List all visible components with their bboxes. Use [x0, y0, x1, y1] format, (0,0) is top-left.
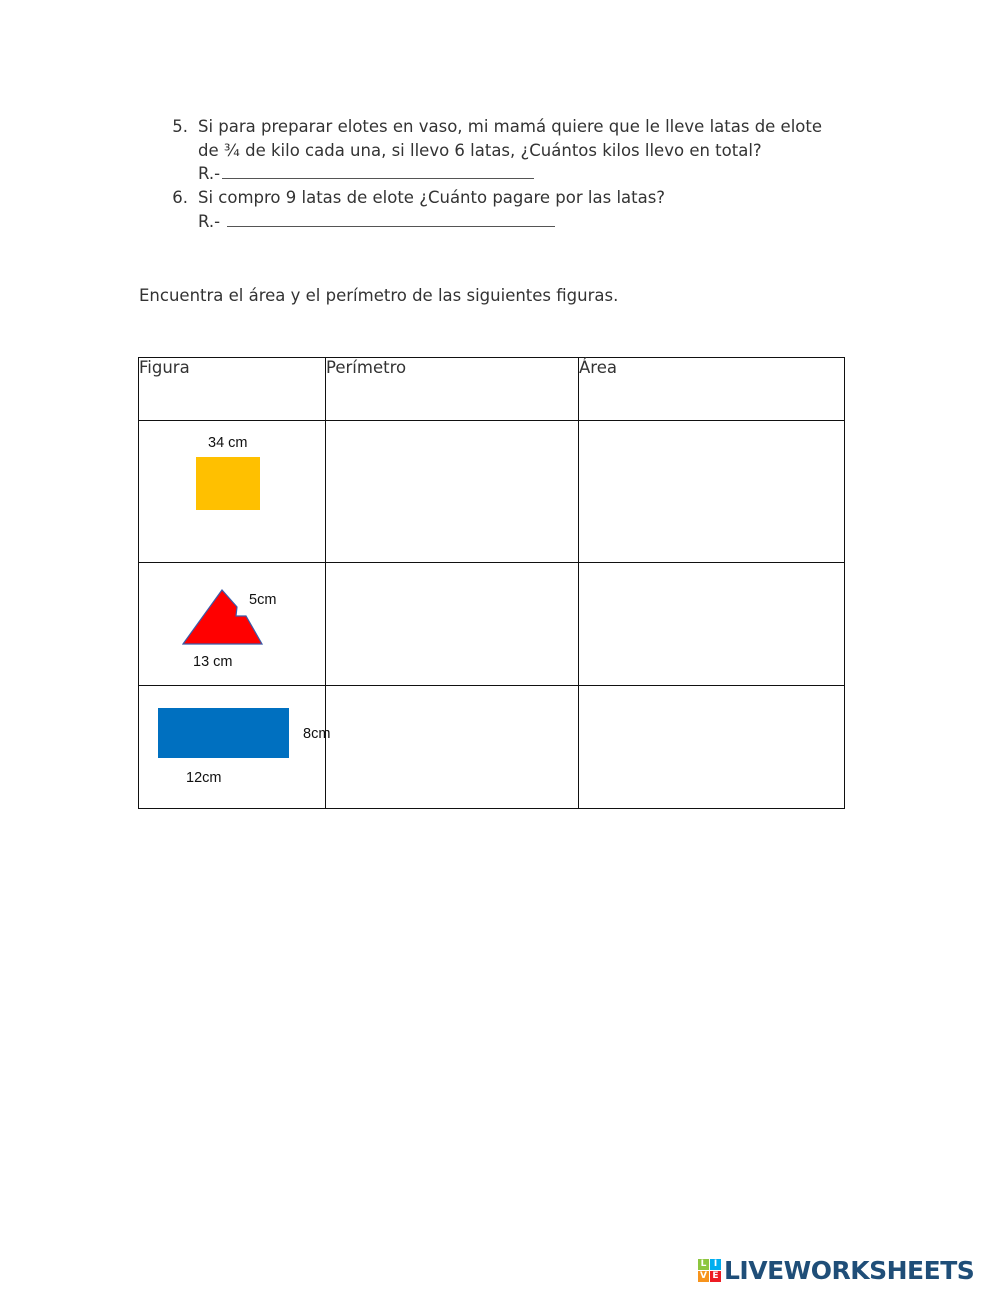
area-answer-cell[interactable] [579, 421, 845, 563]
figures-table [138, 357, 845, 809]
question-text-line: Si compro 9 latas de elote ¿Cuánto pagare por las latas? [198, 188, 666, 207]
yellow-square-shape [196, 457, 260, 510]
table-header-row [139, 358, 845, 421]
answer-blank[interactable] [227, 210, 555, 227]
header-figura: Figura [139, 358, 326, 421]
table-row [139, 421, 845, 563]
table-row [139, 686, 845, 809]
dimension-label: 8cm [303, 726, 331, 742]
header-perimetro: Perímetro [326, 358, 579, 421]
figure-cell-square [139, 421, 326, 563]
perimeter-answer-cell[interactable] [326, 686, 579, 809]
blue-rectangle-shape [158, 708, 289, 758]
table-row [139, 563, 845, 686]
question-number: 5. [172, 117, 188, 136]
area-answer-cell[interactable] [579, 686, 845, 809]
answer-line-5[interactable] [198, 162, 534, 186]
perimeter-answer-cell[interactable] [326, 421, 579, 563]
answer-prefix: R.- [198, 212, 226, 231]
question-text-line: Si para preparar elotes en vaso, mi mamá quiere que le lleve latas de elote [198, 117, 823, 136]
answer-line-6[interactable] [198, 210, 555, 234]
logo-text: LIVEWORKSHEETS [724, 1255, 975, 1285]
instruction-text: Encuentra el área y el perímetro de las siguientes figuras. [139, 286, 619, 305]
dimension-label: 34 cm [208, 435, 248, 451]
logo-mark-icon: L I V E [698, 1259, 721, 1282]
figure-cell-rectangle [139, 686, 326, 809]
dimension-label: 13 cm [193, 654, 233, 670]
dimension-label: 12cm [186, 770, 222, 786]
area-answer-cell[interactable] [579, 563, 845, 686]
dimension-label: 5cm [249, 592, 277, 608]
header-area: Área [579, 358, 845, 421]
perimeter-answer-cell[interactable] [326, 563, 579, 686]
question-number: 6. [172, 188, 188, 207]
answer-blank[interactable] [222, 162, 534, 179]
answer-prefix: R.- [198, 164, 221, 183]
question-text-line: de ¾ de kilo cada una, si llevo 6 latas, ¿Cuántos kilos llevo en total? [198, 141, 762, 160]
liveworksheets-logo [698, 1254, 974, 1286]
figure-cell-triangle [139, 563, 326, 686]
